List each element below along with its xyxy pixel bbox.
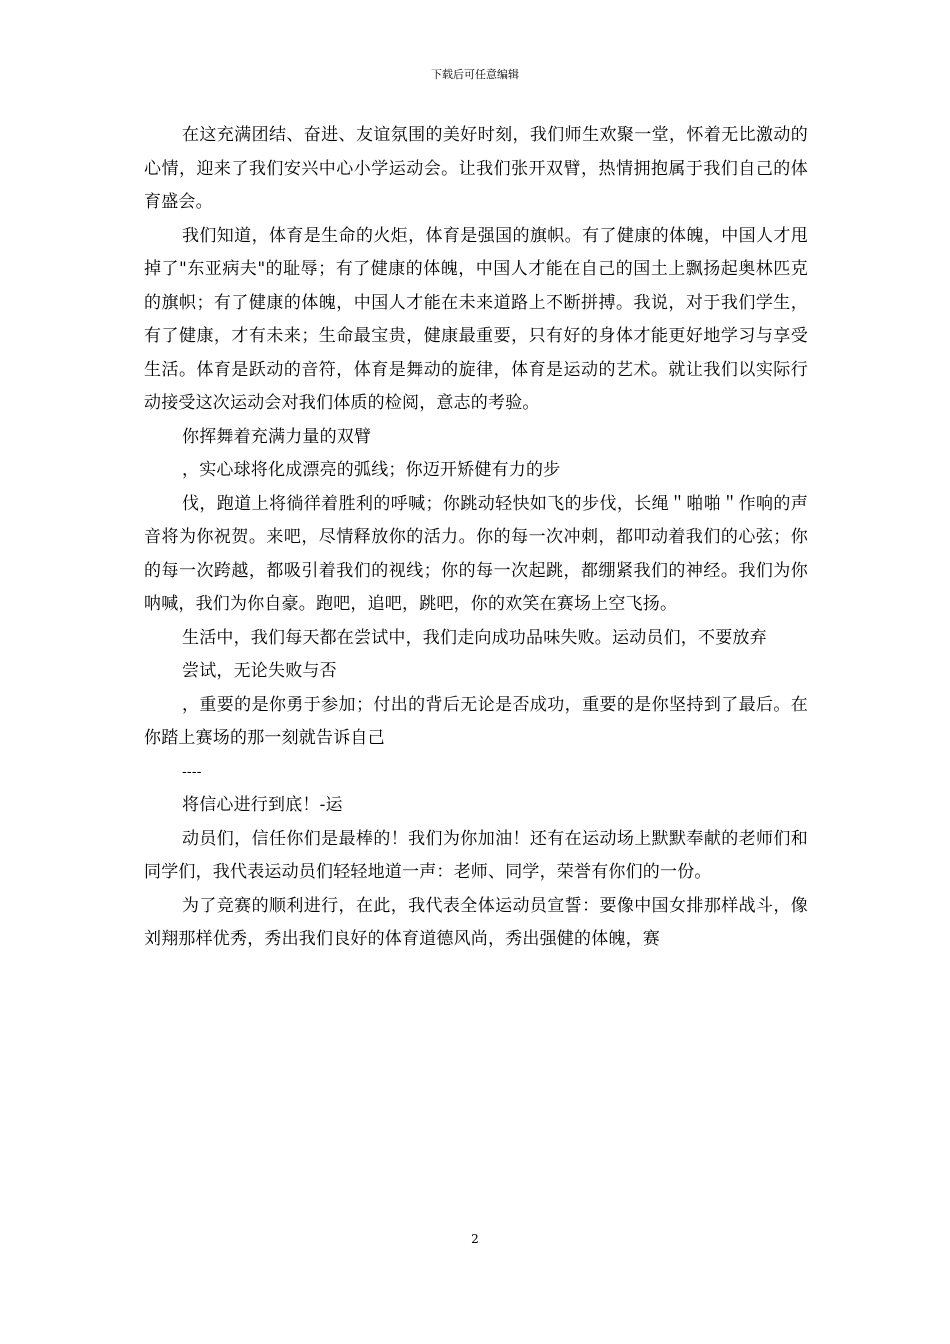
paragraph-line-shotput: ，实心球将化成漂亮的弧线；你迈开矫健有力的步 <box>182 460 561 480</box>
paragraph-thanks: 动员们，信任你们是最棒的！我们为你加油！还有在运动场上默默奉献的老师们和同学们，我代表运动员们轻轻地道一声：老师、同学，荣誉有你们的一份。 <box>144 828 808 882</box>
paragraph-line-arms: 你挥舞着充满力量的双臂 <box>182 426 372 447</box>
paragraph-sports-meaning: 我们知道，体育是生命的火炬，体育是强国的旗帜。有了健康的体魄，中国人才甩掉了"东亚病夫"的耻辱；有了健康的体魄，中国人才能在自己的国土上飘扬起奥林匹克的旗帜；有了健康的体魄，中国人才能在未来道路上不断拼搏。我说，对于我们学生，有了健康，才有未来；生命最宝贵，健康最重要，只有好的身体才能更好地学习与享受生活。体育是跃动的音符，体育是舞动的旋律，体育是运动的艺术。就让我们以实际行动接受这次运动会对我们体质的检阅，意志的考验。 <box>144 225 808 413</box>
paragraph-separator: ---- <box>182 763 202 780</box>
paragraph-line-try: 尝试，无论失败与否 <box>182 661 337 681</box>
document-body <box>144 119 808 957</box>
page-number: 2 <box>471 1232 479 1246</box>
paragraph-oath: 为了竞赛的顺利进行，在此，我代表全体运动员宣誓：要像中国女排那样战斗，像刘翔那样优秀，秀出我们良好的体育道德风尚，秀出强健的体魄，赛 <box>144 895 808 949</box>
paragraph-line-confidence: 将信心进行到底！-运 <box>182 795 343 815</box>
paragraph-opening: 在这充满团结、奋进、友谊氛围的美好时刻，我们师生欢聚一堂，怀着无比激动的心情，迎来了我们安兴中心小学运动会。让我们张开双臂，热情拥抱属于我们自己的体育盛会。 <box>144 125 808 212</box>
paragraph-life-attempts: 生活中，我们每天都在尝试中，我们走向成功品味失败。运动员们，不要放弃 <box>182 627 767 648</box>
page-header: 下载后可任意编辑 <box>431 68 519 81</box>
paragraph-cheer: 伐，跑道上将徜徉着胜利的呼喊；你跳动轻快如飞的步伐，长绳＂啪啪＂作响的声音将为你祝贺。来吧，尽情释放你的活力。你的每一次冲刺，都叩动着我们的心弦；你的每一次跨越，都吸引着我们的视线；你的每一次起跳，都绷紧我们的神经。我们为你呐喊，我们为你自豪。跑吧，追吧，跳吧，你的欢笑在赛场上空飞扬。 <box>144 493 808 614</box>
paragraph-participation: ，重要的是你勇于参加；付出的背后无论是否成功，重要的是你坚持到了最后。在你踏上赛场的那一刻就告诉自己 <box>144 694 808 748</box>
